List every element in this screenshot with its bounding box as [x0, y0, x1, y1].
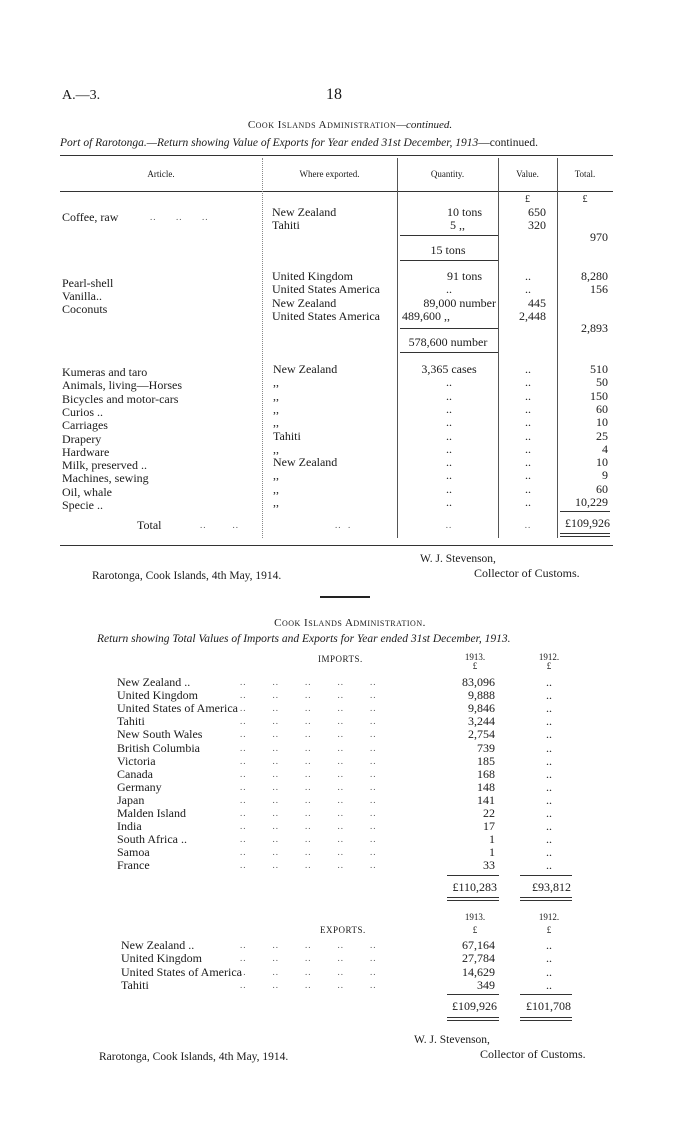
- table-row-quantity: 10 tons: [446, 205, 482, 219]
- place-date: Rarotonga, Cook Islands, 4th May, 1914.: [99, 1051, 289, 1063]
- table-row-value: 445: [528, 296, 546, 310]
- table-row-total: 50: [596, 375, 608, 389]
- table-row-article: Pearl-shell: [62, 276, 114, 290]
- table-row-article: Milk, preserved ..: [62, 458, 147, 472]
- table-row-country: United States of America: [117, 701, 238, 715]
- table-row-article: Kumeras and taro: [62, 365, 148, 379]
- table-row-value-1913: 739: [477, 741, 495, 755]
- table-row-quantity: ..: [446, 429, 452, 443]
- total-currency: £: [582, 194, 588, 205]
- table-row-value-1913: 9,888: [468, 688, 495, 702]
- total-label: Total: [137, 518, 162, 532]
- table-row-article: Oil, whale: [62, 485, 112, 499]
- table-row-value: 650: [528, 205, 546, 219]
- table-row-country: New South Wales: [117, 727, 203, 741]
- table-row-value-1912: ..: [546, 688, 552, 702]
- table-row-value-1912: ..: [546, 727, 552, 741]
- table-row-quantity: 578,600 number: [408, 335, 488, 349]
- table-row-article: Bicycles and motor-cars: [62, 392, 179, 406]
- table-row-article: Carriages: [62, 418, 108, 432]
- leader-dots: .. .. .. .. ..: [240, 795, 377, 805]
- table-row-value: ..: [525, 455, 531, 469]
- value-currency: £: [525, 194, 530, 205]
- table-row-value: ..: [525, 429, 531, 443]
- table-row-article: Coffee, raw: [62, 210, 119, 224]
- table-row-value-1912: ..: [546, 965, 552, 979]
- section1-subtitle-main: Port of Rarotonga.—Return showing Value of Exports for Year ended 31st December, 1913: [60, 137, 479, 149]
- table-row-where: ,,: [273, 389, 279, 403]
- table-row-country: United Kingdom: [121, 951, 202, 965]
- table-row-value: ..: [525, 362, 531, 376]
- table-row-quantity: ..: [446, 389, 452, 403]
- table-row-value-1912: ..: [546, 806, 552, 820]
- table-row-where: Tahiti: [273, 429, 301, 443]
- table-row-value: ..: [525, 482, 531, 496]
- table-row-quantity: ..: [446, 495, 452, 509]
- signature-title: Collector of Customs.: [480, 1047, 586, 1061]
- table-row-value-1913: 2,754: [468, 727, 495, 741]
- column-header-quantity: Quantity.: [430, 169, 465, 179]
- table-row-total: 4: [602, 442, 608, 456]
- column-divider-quantity: [498, 158, 499, 538]
- table-row-where: ,,: [273, 482, 279, 496]
- subtotal-rule: [400, 352, 498, 353]
- table-row-country: New Zealand ..: [117, 675, 191, 689]
- table-row-country: India: [117, 819, 142, 833]
- grand-total: £109,926: [565, 516, 610, 530]
- table-row-where: ,,: [273, 402, 279, 416]
- table-row-value-1912: ..: [546, 978, 552, 992]
- table-row-where: New Zealand: [272, 205, 337, 219]
- table-row-value: ..: [525, 269, 531, 283]
- table-row-value-1912: ..: [546, 714, 552, 728]
- section1-title-main: Cook Islands Administration: [247, 119, 397, 131]
- table-row-article: Vanilla..: [62, 289, 102, 303]
- double-rule: [520, 900, 572, 901]
- leader-dots: .. ..: [200, 520, 239, 530]
- table-row-value-1913: 83,096: [462, 675, 495, 689]
- table-row-total: 510: [590, 362, 608, 376]
- table-row-value-1912: ..: [546, 845, 552, 859]
- leader-dots: .. .. .. .. ..: [240, 860, 377, 870]
- leader-dots: .. .. .. .. ..: [240, 716, 377, 726]
- imports-currency-1913: £: [472, 661, 478, 671]
- leader-dots: .. .. .. .. ..: [240, 690, 377, 700]
- table-row-article: Specie ..: [62, 498, 103, 512]
- table-row-value-1912: ..: [546, 701, 552, 715]
- leader-dots: .. .. .. .. ..: [240, 743, 377, 753]
- table-row-value-1913: 168: [477, 767, 495, 781]
- table-row-total: 970: [590, 230, 608, 244]
- table-row-country: Canada: [117, 767, 153, 781]
- table-row-where: Tahiti: [272, 218, 300, 232]
- double-rule: [520, 1017, 572, 1018]
- table-row-article: Curios ..: [62, 405, 104, 419]
- table-row-value: ..: [525, 495, 531, 509]
- table-row-value: ..: [525, 402, 531, 416]
- double-rule: [447, 900, 499, 901]
- signature-name: W. J. Stevenson,: [414, 1034, 490, 1046]
- table-row-value-1912: ..: [546, 780, 552, 794]
- table-row-total: 9: [602, 468, 608, 482]
- place-date: Rarotonga, Cook Islands, 4th May, 1914.: [92, 570, 282, 582]
- double-rule: [520, 897, 572, 898]
- table-row-country: Japan: [117, 793, 145, 807]
- page-number: 18: [326, 86, 342, 103]
- table-row-value: ..: [525, 468, 531, 482]
- table-row-quantity: ..: [446, 442, 452, 456]
- table-row-quantity: ..: [446, 455, 452, 469]
- leader-dots: .. .. .. .. ..: [240, 821, 377, 831]
- leader-dots: .. .. .. .. ..: [240, 756, 377, 766]
- column-divider-article: [262, 158, 263, 538]
- table-row-value-1913: 349: [477, 978, 495, 992]
- table-row-quantity: ..: [446, 482, 452, 496]
- section1-subtitle: [60, 137, 538, 149]
- table-row-total: 150: [590, 389, 608, 403]
- table-row-quantity: 5 ,,: [450, 218, 465, 232]
- imports-year-1912: 1912.: [538, 652, 560, 662]
- table-row-value: ..: [525, 375, 531, 389]
- table-row-article: Coconuts: [62, 302, 108, 316]
- table-row-value-1912: ..: [546, 832, 552, 846]
- leader-dots: .. .. .. .. ..: [240, 782, 377, 792]
- table-row-total: 60: [596, 402, 608, 416]
- table-row-where: United States America: [272, 309, 380, 323]
- table-row-total: 10,229: [575, 495, 608, 509]
- column-header-article: Article.: [147, 169, 175, 179]
- section1-subtitle-continued: —continued.: [478, 137, 538, 149]
- table-row-country: New Zealand ..: [121, 938, 195, 952]
- signature-name: W. J. Stevenson,: [420, 553, 496, 565]
- table-row-value-1912: ..: [546, 767, 552, 781]
- leader-dots: .. .. .. .. ..: [240, 703, 377, 713]
- table-row-value: 320: [528, 218, 546, 232]
- leader-dots: .. .: [335, 520, 352, 530]
- table-row-quantity: ..: [446, 282, 452, 296]
- exports-total-1912: £101,708: [526, 999, 571, 1013]
- leader-dots: .. .. .. .. ..: [240, 729, 377, 739]
- table-row-value-1913: 3,244: [468, 714, 495, 728]
- table-row-country: Tahiti: [121, 978, 149, 992]
- table-row-total: 10: [596, 415, 608, 429]
- table-row-value-1912: ..: [546, 754, 552, 768]
- table-top-rule: [60, 155, 613, 156]
- double-rule: [560, 536, 610, 537]
- table-row-where: ,,: [273, 442, 279, 456]
- column-header-where: Where exported.: [299, 169, 360, 179]
- table-row-total: 2,893: [581, 321, 608, 335]
- section1-title-continued: —continued.: [396, 119, 453, 131]
- leader-dots: .. .. .. .. ..: [240, 677, 377, 687]
- table-row-value-1912: ..: [546, 951, 552, 965]
- table-row-value-1913: 148: [477, 780, 495, 794]
- total-rule: [560, 511, 610, 512]
- leader-dots: ..: [445, 520, 453, 530]
- table-row-article: Hardware: [62, 445, 110, 459]
- table-row-value-1913: 17: [483, 819, 495, 833]
- table-row-quantity: 91 tons: [446, 269, 482, 283]
- leader-dots: .. .. .. .. ..: [240, 834, 377, 844]
- table-row-quantity: ..: [446, 402, 452, 416]
- table-row-country: Tahiti: [117, 714, 145, 728]
- table-row-where: New Zealand: [273, 362, 338, 376]
- leader-dots: .. .. .. .. ..: [240, 769, 377, 779]
- table-row-quantity: 15 tons: [430, 243, 466, 257]
- double-rule: [560, 533, 610, 534]
- subtotal-rule: [400, 235, 498, 236]
- table-row-where: United States America: [272, 282, 380, 296]
- leader-dots: .. .. .. .. ..: [240, 980, 377, 990]
- exports-year-1912: 1912.: [538, 912, 560, 922]
- exports-total-rule: [447, 994, 499, 995]
- leader-dots: .. .. .. .. ..: [240, 847, 377, 857]
- table-row-country: British Columbia: [117, 741, 201, 755]
- imports-total-1913: £110,283: [452, 880, 497, 894]
- section-separator: [320, 596, 370, 598]
- double-rule: [520, 1020, 572, 1021]
- column-header-total: Total.: [574, 169, 596, 179]
- section2-title: Cook Islands Administration.: [274, 617, 426, 629]
- table-row-value: ..: [525, 415, 531, 429]
- table-row-country: Samoa: [117, 845, 150, 859]
- table-row-value-1913: 67,164: [462, 938, 495, 952]
- imports-total-1912: £93,812: [532, 880, 571, 894]
- imports-total-rule: [447, 875, 499, 876]
- exports-currency-1913: £: [472, 925, 478, 935]
- table-row-value-1912: ..: [546, 793, 552, 807]
- double-rule: [447, 1017, 499, 1018]
- table-row-value-1913: 141: [477, 793, 495, 807]
- table-row-country: United Kingdom: [117, 688, 198, 702]
- table-row-value-1913: 22: [483, 806, 495, 820]
- document-reference: A.—3.: [62, 88, 101, 103]
- table-row-country: United States of America: [121, 965, 242, 979]
- leader-dots: .. .. .. .. ..: [240, 953, 377, 963]
- leader-dots: .. .. .. .. ..: [240, 808, 377, 818]
- table-row-where: ,,: [273, 415, 279, 429]
- table-row-quantity: ..: [446, 468, 452, 482]
- table-row-value-1913: 185: [477, 754, 495, 768]
- table-row-value-1912: ..: [546, 819, 552, 833]
- table-row-value-1912: ..: [546, 741, 552, 755]
- table-row-article: Drapery: [62, 432, 102, 446]
- table-row-value-1912: ..: [546, 675, 552, 689]
- table-row-total: 8,280: [581, 269, 608, 283]
- table-row-value-1913: 33: [483, 858, 495, 872]
- table-row-value-1913: 9,846: [468, 701, 495, 715]
- table-row-value: ..: [525, 282, 531, 296]
- table-row-quantity: 489,600 ,,: [402, 309, 450, 323]
- table-row-where: New Zealand: [272, 296, 337, 310]
- column-divider-value: [557, 158, 558, 538]
- table-row-quantity: 3,365 cases: [421, 362, 477, 376]
- table-row-country: Germany: [117, 780, 162, 794]
- signature-title: Collector of Customs.: [474, 566, 580, 580]
- leader-dots: .. .. .. .. ..: [240, 940, 377, 950]
- table-row-article: Machines, sewing: [62, 471, 149, 485]
- section1-title: [0, 119, 700, 131]
- table-row-where: United Kingdom: [272, 269, 353, 283]
- table-row-value: ..: [525, 442, 531, 456]
- table-row-value-1912: ..: [546, 938, 552, 952]
- table-row-where: New Zealand: [273, 455, 338, 469]
- table-row-value-1913: 1: [489, 845, 495, 859]
- imports-year-1913: 1913.: [464, 652, 486, 662]
- exports-total-rule: [520, 994, 572, 995]
- leader-dots: .. .. .. .. ..: [240, 967, 377, 977]
- table-row-total: 156: [590, 282, 608, 296]
- imports-total-rule: [520, 875, 572, 876]
- column-header-value: Value.: [516, 169, 539, 179]
- table-row-value-1913: 1: [489, 832, 495, 846]
- table-row-value-1913: 14,629: [462, 965, 495, 979]
- table-row-value-1912: ..: [546, 858, 552, 872]
- table-header-rule: [60, 191, 613, 192]
- table-bottom-rule: [60, 545, 613, 546]
- table-row-quantity: 89,000 number: [423, 296, 496, 310]
- table-row-value: 2,448: [519, 309, 546, 323]
- table-row-quantity: ..: [446, 375, 452, 389]
- section2-subtitle: Return showing Total Values of Imports and Exports for Year ended 31st December, 1913.: [97, 633, 511, 645]
- table-row-country: South Africa ..: [117, 832, 187, 846]
- table-row-value: ..: [525, 389, 531, 403]
- exports-total-1913: £109,926: [452, 999, 497, 1013]
- table-row-total: 60: [596, 482, 608, 496]
- exports-year-1913: 1913.: [464, 912, 486, 922]
- leader-dots: ..: [524, 520, 532, 530]
- exports-currency-1912: £: [546, 925, 552, 935]
- table-row-value-1913: 27,784: [462, 951, 495, 965]
- double-rule: [447, 897, 499, 898]
- table-row-where: ,,: [273, 468, 279, 482]
- exports-label: EXPORTS.: [320, 925, 366, 935]
- subtotal-rule: [400, 328, 498, 329]
- table-row-where: ,,: [273, 375, 279, 389]
- subtotal-rule: [400, 260, 498, 261]
- table-row-quantity: ..: [446, 415, 452, 429]
- table-row-where: ,,: [273, 495, 279, 509]
- imports-currency-1912: £: [546, 661, 552, 671]
- table-row-country: France: [117, 858, 150, 872]
- table-row-total: 10: [596, 455, 608, 469]
- table-row-country: Victoria: [117, 754, 156, 768]
- table-row-article: Animals, living—Horses: [62, 378, 182, 392]
- leader-dots: .. .. ..: [150, 212, 209, 222]
- double-rule: [447, 1020, 499, 1021]
- table-row-country: Malden Island: [117, 806, 186, 820]
- table-row-total: 25: [596, 429, 608, 443]
- imports-label: IMPORTS.: [318, 654, 363, 664]
